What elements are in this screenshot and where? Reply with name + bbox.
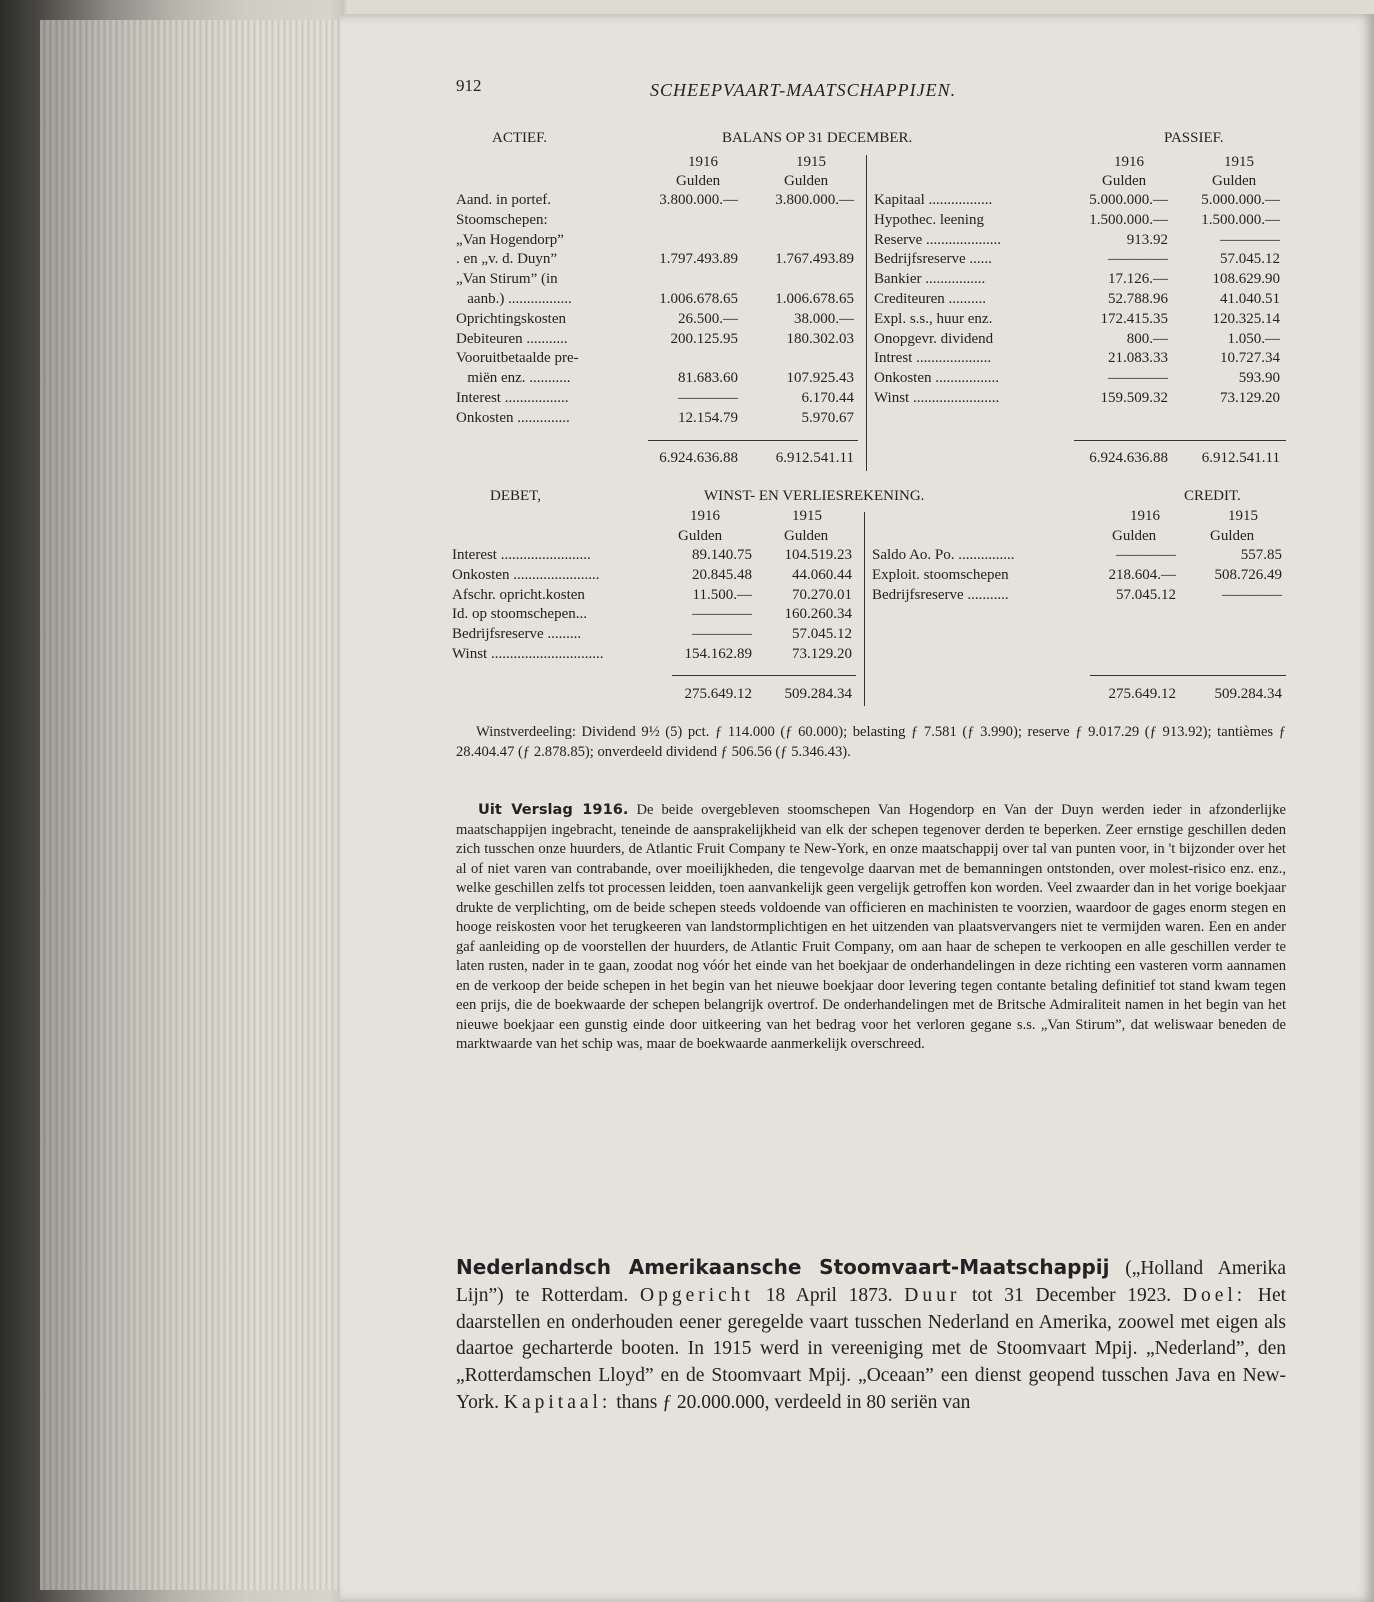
pl-left-title: DEBET,: [490, 488, 541, 504]
liability-value-1916: 21.083.33: [1108, 350, 1168, 367]
unit-label: Gulden: [1210, 528, 1255, 544]
asset-label: Onkosten ..............: [456, 409, 570, 426]
asset-value-1915: 1.006.678.65: [775, 291, 854, 307]
year-1915: 1915: [1228, 508, 1258, 524]
credit-label: Exploit. stoomschepen: [872, 566, 1009, 583]
debit-value-1915: 73.129.20: [792, 646, 852, 662]
key-duur: Duur: [904, 1284, 961, 1306]
liability-value-1915: 73.129.20: [1220, 390, 1280, 406]
debit-value-1916: ————: [692, 626, 752, 643]
debit-value-1915: 104.519.23: [784, 547, 852, 563]
debit-label: Bedrijfsreserve .........: [452, 626, 582, 643]
liability-value-1916: ————: [1108, 251, 1168, 268]
credit-total-1915: 509.284.34: [1214, 686, 1282, 702]
liability-value-1915: ————: [1220, 231, 1280, 248]
debit-value-1916: 20.845.48: [692, 566, 752, 583]
credit-value-1916: ————: [1116, 547, 1176, 563]
debit-value-1915: 70.270.01: [792, 586, 852, 603]
running-title: SCHEEPVAART-MAATSCHAPPIJEN.: [650, 80, 957, 100]
year-1915: 1915: [796, 154, 826, 170]
credit-value-1916: 57.045.12: [1116, 586, 1176, 603]
asset-label: Stoomschepen:: [456, 211, 548, 228]
credit-value-1915: 557.85: [1240, 547, 1282, 563]
credit-value-1916: 218.604.—: [1108, 566, 1176, 583]
liability-label: Kapitaal .................: [874, 192, 993, 208]
debit-value-1915: 57.045.12: [792, 626, 852, 643]
unit-label: Gulden: [1112, 528, 1157, 544]
liability-value-1915: 10.727.34: [1220, 350, 1280, 367]
liability-value-1916: 5.000.000.—: [1089, 192, 1168, 208]
asset-value-1916: 81.683.60: [678, 370, 738, 387]
credit-label: Bedrijfsreserve ...........: [872, 586, 1009, 603]
total-rule: [1074, 440, 1286, 441]
year-1916: 1916: [688, 154, 718, 170]
asset-label: miën enz. ...........: [456, 370, 571, 387]
liability-label: Expl. s.s., huur enz.: [874, 310, 993, 327]
unit-label: Gulden: [1212, 173, 1257, 189]
liability-value-1916: 52.788.96: [1108, 291, 1168, 307]
debit-total-1915: 509.284.34: [784, 686, 852, 702]
asset-value-1915: 38.000.—: [794, 310, 854, 327]
debit-label: Onkosten .......................: [452, 566, 600, 583]
key-kapitaal: Kapitaal:: [503, 1391, 612, 1413]
year-1916: 1916: [1114, 154, 1144, 170]
liability-value-1916: 172.415.35: [1100, 310, 1168, 327]
year-1915: 1915: [1224, 154, 1254, 170]
asset-label: „Van Stirum” (in: [456, 271, 558, 288]
pl-center-title: WINST- EN VERLIESREKENING.: [704, 488, 925, 504]
asset-value-1915: 6.170.44: [801, 390, 854, 406]
year-1916: 1916: [690, 508, 720, 524]
asset-value-1916: 12.154.79: [678, 409, 738, 426]
liabilities-total-1915: 6.912.541.11: [1201, 450, 1280, 466]
liability-value-1916: 159.509.32: [1100, 390, 1168, 406]
assets-total-1915: 6.912.541.11: [775, 450, 854, 466]
liability-label: Bankier ................: [874, 271, 986, 288]
column-divider: [864, 512, 865, 706]
value-doel: Het daarstellen en onderhouden eener geregelde vaart tusschen Nederland en Amerika, zoowel met eigen als daartoe gecharterde booten. In 1915 werd in vereeniging met de Stoomvaart Mpij. „Nederland”, den „Rotterdamschen Lloyd” en de Stoomvaart Mpij. „Oceaan” een dienst geopend tusschen Java en New-York.: [456, 1284, 1287, 1413]
value-kapitaal: thans ƒ 20.000.000, verdeeld in 80 seriën van: [616, 1391, 971, 1413]
asset-value-1915: 180.302.03: [786, 330, 854, 347]
debit-value-1916: ————: [692, 606, 752, 623]
asset-value-1916: 1.797.493.89: [659, 251, 738, 268]
asset-value-1916: 200.125.95: [670, 330, 738, 347]
liability-label: Onkosten .................: [874, 370, 999, 387]
liability-value-1915: 41.040.51: [1220, 291, 1280, 307]
credit-value-1915: ————: [1222, 586, 1282, 603]
verslag-text: De beide overgebleven stoomschepen Van Hogendorp en Van der Duyn werden ieder in afzonderlijke maatschappijen ingebracht, teneinde de aansprakelijkheid van elk der schepen tegenover derden te beperken. Zeer ernstige geschillen deden zich tusschen onze huurders, de Atlantic Fruit Company te New-York, en onze maatschappij over tal van punten voor, in 't bijzonder over het al of niet varen van contrabande, over moeilijkheden, die tengevolge daarvan met de bemanningen ontstonden, over molest-risico enz. enz., welke geschillen zelfs tot processen leidden, toen aanvankelijk geen vergelijk getroffen kon worden. Veel zwaarder dan in het vorige boekjaar drukte de verplichting, om de beide schepen steeds voldoende van officieren en machinisten te voorzien, waardoor de gages enorm stegen en hooge reiskosten voor het terugkeeren van landstormplichtigen en het uitzenden van plaatsvervangers niet te vermijden waren. Een en ander gaf aanleiding op de voorstellen der huurders, de Atlantic Fruit Company, om aan haar de schepen te verkoopen en alle geschillen verder te laten rusten, nader in te gaan, zoodat nog vóór het einde van het boekjaar de onderhandelingen in deze richting een vasteren vorm aannamen en de verkoop der beide schepen in het begin van het nieuwe boekjaar door levering tegen contante betaling definitief tot stand kwam tegen een prijs, die de boekwaarde der schepen belangrijk overtrof. De onderhandelingen met de Britsche Admiraliteit namen in het begin van het nieuwe boekjaar een gunstig einde door uitkeering van het bedrag voor het verloren gegane s.s. „Van Stirum”, dat weliswaar beneden de marktwaarde van het schip was, maar de boekwaarde aanmerkelijk overschreed.: [456, 802, 1286, 1052]
pl-right-title: CREDIT.: [1184, 488, 1241, 504]
debit-value-1915: 160.260.34: [784, 606, 852, 623]
unit-label: Gulden: [678, 528, 723, 544]
liabilities-total-1916: 6.924.636.88: [1089, 450, 1168, 466]
balance-left-title: ACTIEF.: [492, 130, 548, 146]
year-1915: 1915: [792, 508, 822, 524]
debit-value-1916: 11.500.—: [692, 586, 752, 603]
company-name: Nederlandsch Amerikaansche Stoomvaart-Maatschappij: [456, 1255, 1110, 1279]
value-opgericht: 18 April 1873.: [765, 1284, 893, 1306]
company-location: („Holland Amerika Lijn”) te Rotterdam.: [456, 1258, 1286, 1306]
unit-label: Gulden: [784, 173, 829, 189]
debit-label: Id. op stoomschepen...: [452, 606, 587, 623]
liability-value-1916: 17.126.—: [1108, 271, 1168, 288]
asset-label: aanb.) .................: [456, 291, 572, 307]
column-divider: [866, 155, 867, 471]
total-rule: [648, 440, 858, 441]
key-doel: Doel:: [1182, 1284, 1247, 1306]
assets-total-1916: 6.924.636.88: [659, 450, 738, 466]
asset-label: Interest .................: [456, 390, 569, 406]
liability-value-1915: 1.050.—: [1227, 330, 1280, 347]
liability-label: Onopgevr. dividend: [874, 330, 994, 347]
asset-label: „Van Hogendorp”: [456, 231, 564, 248]
asset-value-1916: 3.800.000.—: [659, 192, 738, 208]
liability-value-1915: 108.629.90: [1212, 271, 1280, 288]
debit-value-1915: 44.060.44: [792, 566, 852, 583]
debit-total-1916: 275.649.12: [684, 686, 752, 702]
liability-label: Intrest ....................: [874, 350, 992, 367]
value-duur: tot 31 December 1923.: [972, 1284, 1172, 1306]
asset-value-1915: 107.925.43: [786, 370, 854, 387]
asset-value-1916: 26.500.—: [678, 310, 738, 327]
liability-value-1915: 120.325.14: [1212, 310, 1280, 327]
winstverdeeling-paragraph: Winstverdeeling: Dividend 9½ (5) pct. ƒ 114.000 (ƒ 60.000); belasting ƒ 7.581 (ƒ 3.990); reserve ƒ 9.017.29 (ƒ 913.92); tantièmes ƒ 28.404.47 (ƒ 2.878.85); onverdeeld dividend ƒ 506.56 (ƒ 5.346.43).: [456, 724, 1286, 760]
debit-value-1916: 89.140.75: [692, 547, 752, 563]
key-opgericht: Opgericht: [640, 1284, 754, 1306]
asset-label: Aand. in portef.: [456, 192, 551, 208]
verslag-lead: Uit Verslag 1916.: [478, 801, 629, 818]
balance-center-title: BALANS OP 31 DECEMBER.: [722, 130, 913, 146]
asset-value-1915: 5.970.67: [801, 409, 854, 426]
unit-label: Gulden: [784, 528, 829, 544]
page-number: 912: [456, 76, 482, 95]
liability-label: Bedrijfsreserve ......: [874, 251, 992, 268]
unit-label: Gulden: [676, 173, 721, 189]
liability-value-1916: 1.500.000.—: [1089, 211, 1168, 228]
credit-value-1915: 508.726.49: [1214, 566, 1282, 583]
liability-value-1916: 800.—: [1126, 330, 1168, 347]
liability-value-1916: ————: [1108, 370, 1168, 387]
debit-label: Afschr. opricht.kosten: [452, 586, 585, 603]
liability-value-1915: 5.000.000.—: [1201, 192, 1280, 208]
credit-label: Saldo Ao. Po. ...............: [872, 547, 1015, 563]
asset-label: Vooruitbetaalde pre-: [456, 350, 579, 367]
asset-label: Oprichtingskosten: [456, 310, 566, 327]
debit-value-1916: 154.162.89: [684, 646, 752, 662]
page-edges: [40, 20, 340, 1590]
liability-value-1916: 913.92: [1126, 231, 1168, 248]
balance-right-title: PASSIEF.: [1164, 130, 1224, 146]
liability-value-1915: 1.500.000.—: [1201, 211, 1280, 228]
liability-label: Reserve ....................: [874, 231, 1002, 248]
liability-label: Crediteuren ..........: [874, 291, 987, 307]
debit-label: Interest ........................: [452, 547, 591, 563]
total-rule: [1090, 675, 1286, 676]
liability-value-1915: 57.045.12: [1220, 251, 1280, 268]
credit-total-1916: 275.649.12: [1108, 686, 1176, 702]
verslag-paragraph: [456, 800, 1286, 1055]
liability-label: Hypothec. leening: [874, 211, 984, 228]
asset-value-1916: ————: [678, 390, 738, 406]
debit-label: Winst ..............................: [452, 646, 604, 662]
total-rule: [672, 675, 856, 676]
asset-value-1915: 1.767.493.89: [775, 251, 854, 268]
asset-label: . en „v. d. Duyn”: [456, 251, 558, 268]
asset-value-1915: 3.800.000.—: [775, 192, 854, 208]
asset-value-1916: 1.006.678.65: [659, 291, 738, 307]
liability-value-1915: 593.90: [1238, 370, 1280, 387]
asset-label: Debiteuren ...........: [456, 330, 568, 347]
unit-label: Gulden: [1102, 173, 1147, 189]
liability-label: Winst .......................: [874, 390, 1000, 406]
company-paragraph: [456, 1254, 1286, 1417]
year-1916: 1916: [1130, 508, 1160, 524]
